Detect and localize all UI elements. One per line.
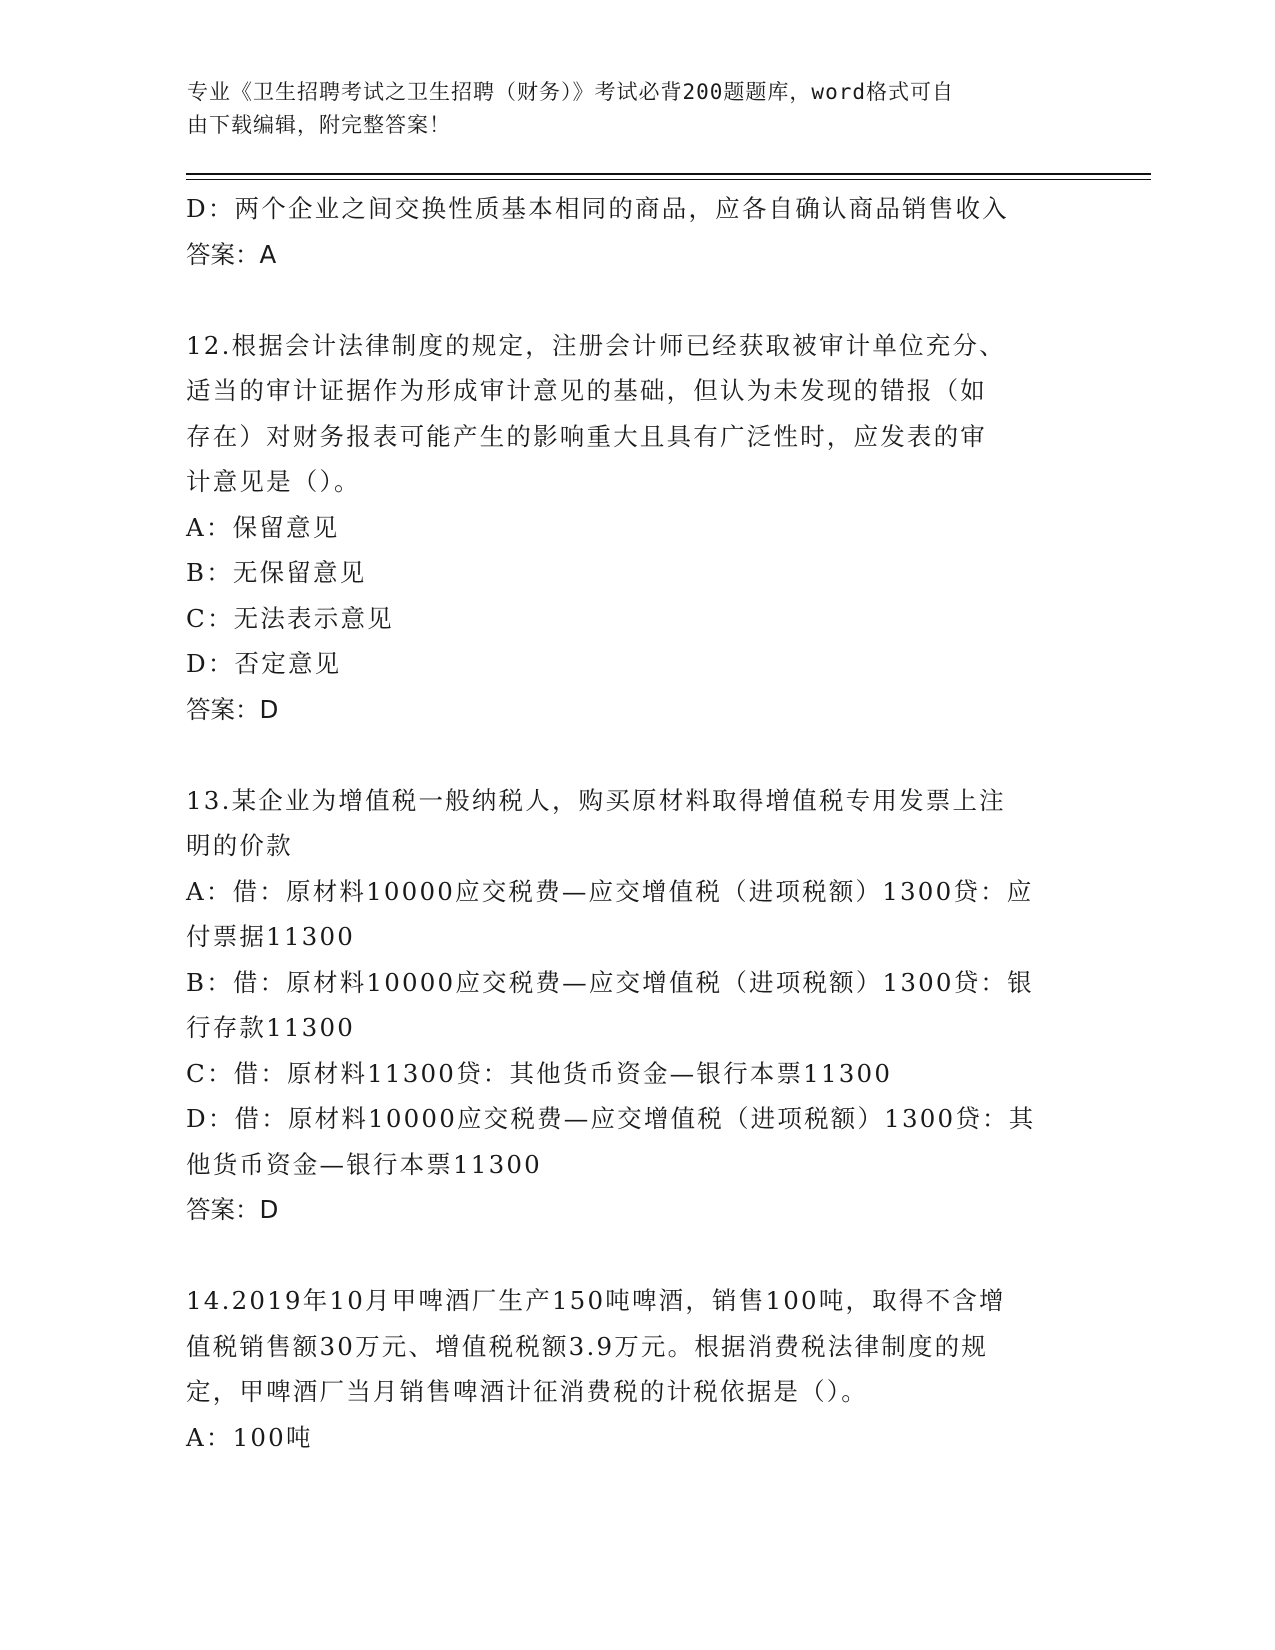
q11-answer: 答案：A — [186, 239, 277, 269]
q12-answer: 答案：D — [186, 694, 279, 724]
q12-stem-line-2: 适当的审计证据作为形成审计意见的基础，但认为未发现的错报（如 — [186, 376, 987, 405]
q13-option-a-line-1: A：借：原材料10000应交税费—应交增值税（进项税额）1300贷：应 — [186, 876, 1034, 906]
question-spacer — [186, 732, 1066, 778]
q13-option-b-line-1: B：借：原材料10000应交税费—应交增值税（进项税额）1300贷：银 — [186, 967, 1034, 997]
q12-stem-line-3: 存在）对财务报表可能产生的影响重大且具有广泛性时，应发表的审 — [186, 421, 987, 451]
q13-option-c: C：借：原材料11300贷：其他货币资金—银行本票11300 — [186, 1058, 893, 1088]
header-title-line-2: 由下载编辑，附完整答案！ — [187, 113, 451, 137]
q13-stem-line-2: 明的价款 — [186, 831, 293, 860]
q12-stem-line-1: 12.根据会计法律制度的规定，注册会计师已经获取被审计单位充分、 — [186, 330, 1006, 360]
q13-option-a-line-2: 付票据11300 — [186, 922, 356, 951]
q13-option-d-line-2: 他货币资金—银行本票11300 — [186, 1149, 542, 1179]
header-rule-thin — [186, 179, 1151, 180]
q13-option-d-line-1: D：借：原材料10000应交税费—应交增值税（进项税额）1300贷：其 — [186, 1104, 1036, 1133]
header-title-line-1: 专业《卫生招聘考试之卫生招聘（财务）》考试必背200题题库，word格式可自 — [187, 80, 954, 104]
header-rule-thick — [186, 173, 1151, 175]
q13-stem-line-1: 13.某企业为增值税一般纳税人，购买原材料取得增值税专用发票上注 — [186, 785, 1006, 815]
q14-option-a: A：100吨 — [186, 1422, 313, 1452]
q13-option-b-line-2: 行存款11300 — [186, 1013, 356, 1042]
question-spacer — [186, 277, 1066, 323]
q14-stem-line-3: 定，甲啤酒厂当月销售啤酒计征消费税的计税依据是（）。 — [186, 1377, 868, 1406]
q12-stem-line-4: 计意见是（）。 — [186, 467, 361, 496]
q12-option-d: D：否定意见 — [186, 649, 342, 678]
q14-stem-line-2: 值税销售额30万元、增值税税额3.9万元。根据消费税法律制度的规 — [186, 1331, 989, 1361]
q13-answer: 答案：D — [186, 1195, 279, 1224]
q12-option-c: C：无法表示意见 — [186, 603, 394, 633]
q12-option-b: B：无保留意见 — [186, 558, 367, 587]
document-header — [187, 76, 1067, 142]
q11-option-d: D：两个企业之间交换性质基本相同的商品，应各自确认商品销售收入 — [186, 194, 1009, 223]
q12-option-a: A：保留意见 — [186, 512, 340, 542]
question-spacer — [186, 1233, 1066, 1279]
question-content — [186, 186, 1066, 1460]
q14-stem-line-1: 14.2019年10月甲啤酒厂生产150吨啤酒，销售100吨，取得不含增 — [186, 1286, 1006, 1315]
